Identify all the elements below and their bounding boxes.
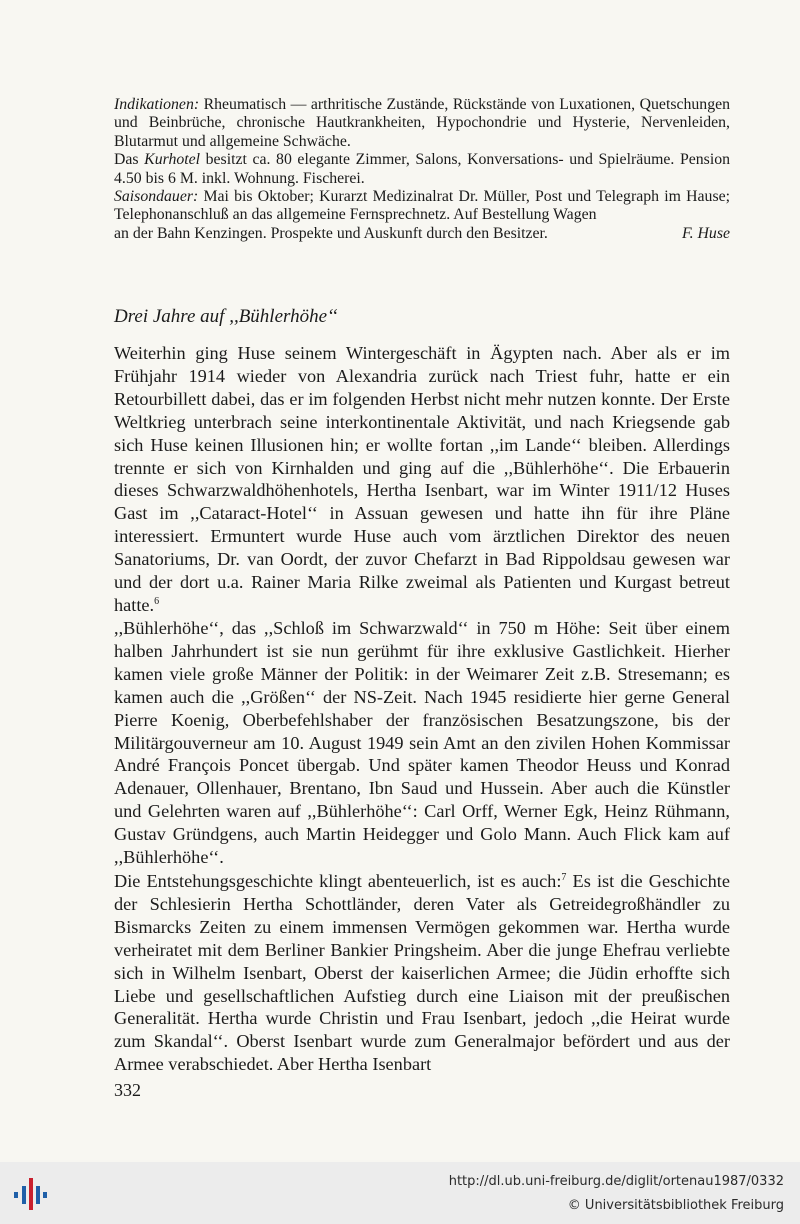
kurhotel-label: Kurhotel (144, 151, 201, 169)
ub-freiburg-logo-icon (10, 1174, 50, 1214)
footnote-ref-7: 7 (561, 871, 567, 883)
indications-block (114, 96, 730, 243)
section-heading: Drei Jahre auf ,,Bühlerhöhe‘‘ (114, 306, 338, 327)
indications-text: Rheumatisch — arthritische Zustände, Rückstände von Luxationen, Quetschungen und Beinbrüche, chronische Hautkrankheiten, Hypochondrie und Hysterie, Nervenleiden, Blutarmut und allgemeine Schwäche. (114, 96, 730, 150)
paragraph-3-after: Es ist die Geschichte der Schlesierin Hertha Schottländer, deren Vater als Getreidegroßhändler zu Bismarcks Zeiten zu einem immensen Vermögen gekommen war. Hertha wurde verheiratet mit dem Berliner Bankier Pringsheim. Aber die junge Ehefrau verliebte sich in Wilhelm Isenbart, Oberst der kaiserlichen Armee; die Jüdin erhoffte sich Liebe und gesellschaftlichen Aufstieg durch eine Liaison mit der preußischen Generalität. Hertha wurde Christin und Frau Isenbart, jedoch ,,die Heirat wurde zum Skandal‘‘. Oberst Isenbart wurde zum Generalmajor befördert und aus der Armee verabschiedet. Aber Hertha Isenbart (114, 871, 730, 1075)
paragraph-3 (114, 870, 730, 1076)
saison-last-text: an der Bahn Kenzingen. Prospekte und Auskunft durch den Besitzer. (114, 224, 548, 242)
copyright-text: © Universitätsbibliothek Freiburg (567, 1198, 784, 1213)
saison-last-line (114, 225, 730, 243)
footnote-ref-6: 6 (154, 595, 160, 607)
saison-paragraph (114, 188, 730, 225)
indications-paragraph (114, 96, 730, 151)
signature: F. Huse (682, 224, 730, 242)
paragraph-1 (114, 342, 730, 617)
saison-label: Saisondauer: (114, 188, 199, 206)
source-url-link[interactable]: http://dl.ub.uni-freiburg.de/diglit/ortenau1987/0332 (448, 1174, 784, 1189)
kurhotel-paragraph (114, 151, 730, 188)
saison-text: Mai bis Oktober; Kurarzt Medizinalrat Dr. Müller, Post und Telegraph im Hause; Telephonanschluß an das allgemeine Fernsprechnetz. Auf Bestellung Wagen (114, 188, 730, 224)
indications-label: Indikationen: (114, 96, 200, 113)
footer-bar (0, 1162, 800, 1224)
page-number: 332 (114, 1080, 141, 1100)
paragraph-3-before: Die Entstehungsgeschichte klingt abenteuerlich, ist es auch: (114, 871, 562, 891)
paragraph-1-text: Weiterhin ging Huse seinem Wintergeschäft in Ägypten nach. Aber als er im Frühjahr 1914 wieder von Alexandria zurück nach Triest fuhr, hatte er ein Retourbillett dabei, das er im folgenden Herbst nicht mehr nutzen konnte. Der Erste Weltkrieg unterbrach seine interkontinentale Aktivität, und nach Kriegsende gab sich Huse keinen Illusionen hin; er wollte fortan ,,im Lande‘‘ bleiben. Allerdings trennte er sich von Kirnhalden und ging auf die ,,Bühlerhöhe‘‘. Die Erbauerin dieses Schwarzwaldhöhenhotels, Hertha Isenbart, war im Winter 1911/12 Huses Gast im ,,Cataract-Hotel‘‘ in Assuan gewesen und hatte ihn für ihre Pläne interessiert. Ermuntert wurde Huse auch vom ärztlichen Direktor des neuen Sanatoriums, Dr. van Oordt, der zuvor Chefarzt in Bad Rippoldsau gewesen war und der dort u.a. Rainer Maria Rilke zweimal als Patienten und Kurgast betreut hatte. (114, 343, 730, 615)
kurhotel-text: besitzt ca. 80 elegante Zimmer, Salons, Konversations- und Spielräume. Pension 4.50 bis 6 M. inkl. Wohnung. Fischerei. (114, 151, 730, 187)
kurhotel-prefix: Das (114, 151, 145, 169)
paragraph-2-text: ,,Bühlerhöhe‘‘, das ,,Schloß im Schwarzwald‘‘ in 750 m Höhe: Seit über einem halben Jahrhundert ist sie nun gerühmt für ihre exklusive Gastlichkeit. Hierher kamen viele große Männer der Politik: in der Weimarer Zeit z.B. Stresemann; es kamen auch die ,,Größen‘‘ der NS-Zeit. Nach 1945 residierte hier gerne General Pierre Koenig, Oberbefehlshaber der französischen Besatzungszone, bis der Militärgouverneur am 10. August 1949 sein Amt an den zivilen Hohen Kommissar André François Poncet übergab. Und später kamen Theodor Heuss und Konrad Adenauer, Ollenhauer, Brentano, Ibn Saud und Hussein. Aber auch die Künstler und Gelehrten waren auf ,,Bühlerhöhe‘‘: Carl Orff, Werner Egk, Heinz Rühmann, Gustav Gründgens, auch Martin Heidegger und Golo Mann. Auch Flick kam auf ,,Bühlerhöhe‘‘. (114, 618, 730, 868)
paragraph-2 (114, 617, 730, 869)
